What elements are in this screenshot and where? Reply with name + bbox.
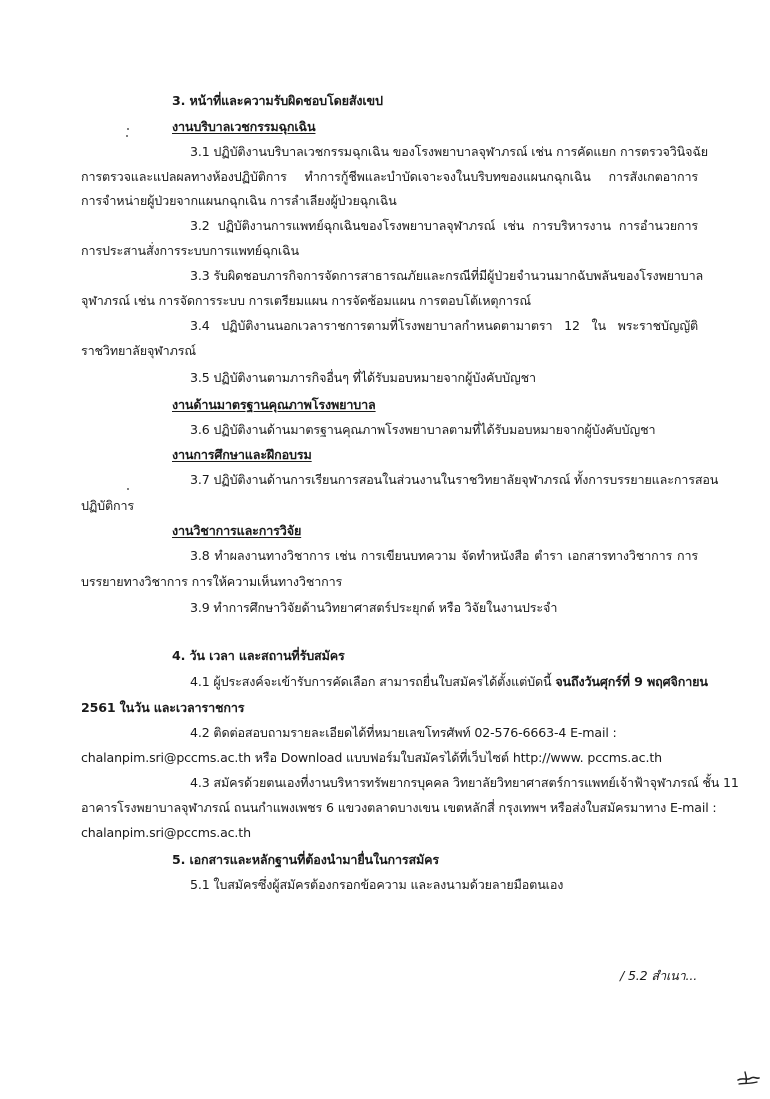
para-4-2-line-2: chalanpim.sri@pccms.ac.th หรือ Download แบบฟอร์มใบสมัครได้ที่เว็บไซต์ http://www. pccms.ac.th	[81, 750, 662, 765]
para-3-3-line-2: จุฬาภรณ์ เช่น การจัดการระบบ การเตรียมแผน การจัดซ้อมแผน การตอบโต้เหตุการณ์	[81, 293, 531, 308]
continued-marker: / 5.2 สำเนา...	[620, 968, 698, 983]
scan-speck	[127, 488, 129, 490]
section-3-heading: 3. หน้าที่และความรับผิดชอบโดยสังเขป	[172, 93, 383, 108]
scan-speck	[126, 135, 128, 137]
para-3-4-line-1: 3.4 ปฏิบัติงานนอกเวลาราชการตามที่โรงพยาบาลกำหนดตามาตรา 12 ใน พระราชบัญญัติ	[190, 318, 698, 333]
scan-speck	[127, 128, 129, 130]
para-4-1-deadline: จนถึงวันศุกร์ที่ 9 พฤศจิกายน	[555, 674, 708, 689]
para-4-3-line-3: chalanpim.sri@pccms.ac.th	[81, 825, 251, 840]
para-4-1-line-1	[190, 673, 708, 690]
para-3-3-line-1: 3.3 รับผิดชอบภารกิจการจัดการสาธารณภัยและกรณีที่มีผู้ป่วยจำนวนมากฉับพลันของโรงพยาบาล	[190, 268, 704, 283]
para-3-4-line-2: ราชวิทยาลัยจุฬาภรณ์	[81, 343, 196, 358]
para-3-8-line-2: บรรยายทางวิชาการ การให้ความเห็นทางวิชาการ	[81, 574, 343, 589]
para-3-9: 3.9 ทำการศึกษาวิจัยด้านวิทยาศาสตร์ประยุกต์ หรือ วิจัยในงานประจำ	[190, 600, 558, 615]
para-5-1: 5.1 ใบสมัครซึ่งผู้สมัครต้องกรอกข้อความ และลงนามด้วยลายมือตนเอง	[190, 877, 564, 892]
subheading-quality-standard: งานด้านมาตรฐานคุณภาพโรงพยาบาล	[172, 397, 376, 412]
subheading-education-training: งานการศึกษาและฝึกอบรม	[172, 447, 312, 462]
para-4-3-line-2: อาคารโรงพยาบาลจุฬาภรณ์ ถนนกำแพงเพชร 6 แขวงตลาดบางเขน เขตหลักสี่ กรุงเทพฯ หรือส่งใบสมัครมาทาง E-mail :	[81, 800, 717, 815]
para-3-1-line-1: 3.1 ปฏิบัติงานบริบาลเวชกรรมฉุกเฉิน ของโรงพยาบาลจุฬาภรณ์ เช่น การคัดแยก การตรวจวินิจฉัย	[190, 144, 709, 159]
para-3-1-line-2: การตรวจและแปลผลทางห้องปฏิบัติการ ทำการกู้ชีพและบำบัดเจาะจงในบริบทของแผนกฉุกเฉิน การสังเกตอาการ	[81, 169, 698, 184]
subheading-emergency-care: งานบริบาลเวชกรรมฉุกเฉิน	[172, 119, 316, 134]
section-5-heading: 5. เอกสารและหลักฐานที่ต้องนำมายื่นในการสมัคร	[172, 852, 440, 867]
para-3-5: 3.5 ปฏิบัติงานตามภารกิจอื่นๆ ที่ได้รับมอบหมายจากผู้บังคับบัญชา	[190, 370, 536, 385]
para-3-7-line-2: ปฏิบัติการ	[81, 498, 135, 513]
para-3-8-line-1: 3.8 ทำผลงานทางวิชาการ เช่น การเขียนบทความ จัดทำหนังสือ ตำรา เอกสารทางวิชาการ การ	[190, 548, 698, 563]
subheading-academic-research: งานวิชาการและการวิจัย	[172, 523, 302, 538]
section-4-heading: 4. วัน เวลา และสถานที่รับสมัคร	[172, 648, 345, 663]
handwritten-initial-mark	[735, 1068, 761, 1086]
para-4-3-line-1: 4.3 สมัครด้วยตนเองที่งานบริหารทรัพยากรบุคคล วิทยาลัยวิทยาศาสตร์การแพทย์เจ้าฟ้าจุฬาภรณ์ ชั้น 11	[190, 775, 739, 790]
para-4-1-text: 4.1 ผู้ประสงค์จะเข้ารับการคัดเลือก สามารถยื่นใบสมัครได้ตั้งแต่บัดนี้	[190, 674, 556, 689]
para-3-2-line-2: การประสานสั่งการระบบการแพทย์ฉุกเฉิน	[81, 243, 299, 258]
para-3-2-line-1: 3.2 ปฏิบัติงานการแพทย์ฉุกเฉินของโรงพยาบาลจุฬาภรณ์ เช่น การบริหารงาน การอำนวยการ	[190, 218, 698, 233]
para-3-6: 3.6 ปฏิบัติงานด้านมาตรฐานคุณภาพโรงพยาบาลตามที่ได้รับมอบหมายจากผู้บังคับบัญชา	[190, 422, 656, 437]
para-4-2-line-1: 4.2 ติดต่อสอบถามรายละเอียดได้ที่หมายเลขโทรศัพท์ 02-576-6663-4 E-mail :	[190, 725, 617, 740]
para-4-1-line-2: 2561 ในวัน และเวลาราชการ	[81, 700, 245, 715]
para-3-1-line-3: การจำหน่ายผู้ป่วยจากแผนกฉุกเฉิน การลำเลียงผู้ป่วยฉุกเฉิน	[81, 193, 397, 208]
para-3-7-line-1: 3.7 ปฏิบัติงานด้านการเรียนการสอนในส่วนงานในราชวิทยาลัยจุฬาภรณ์ ทั้งการบรรยายและการสอน	[190, 472, 719, 487]
